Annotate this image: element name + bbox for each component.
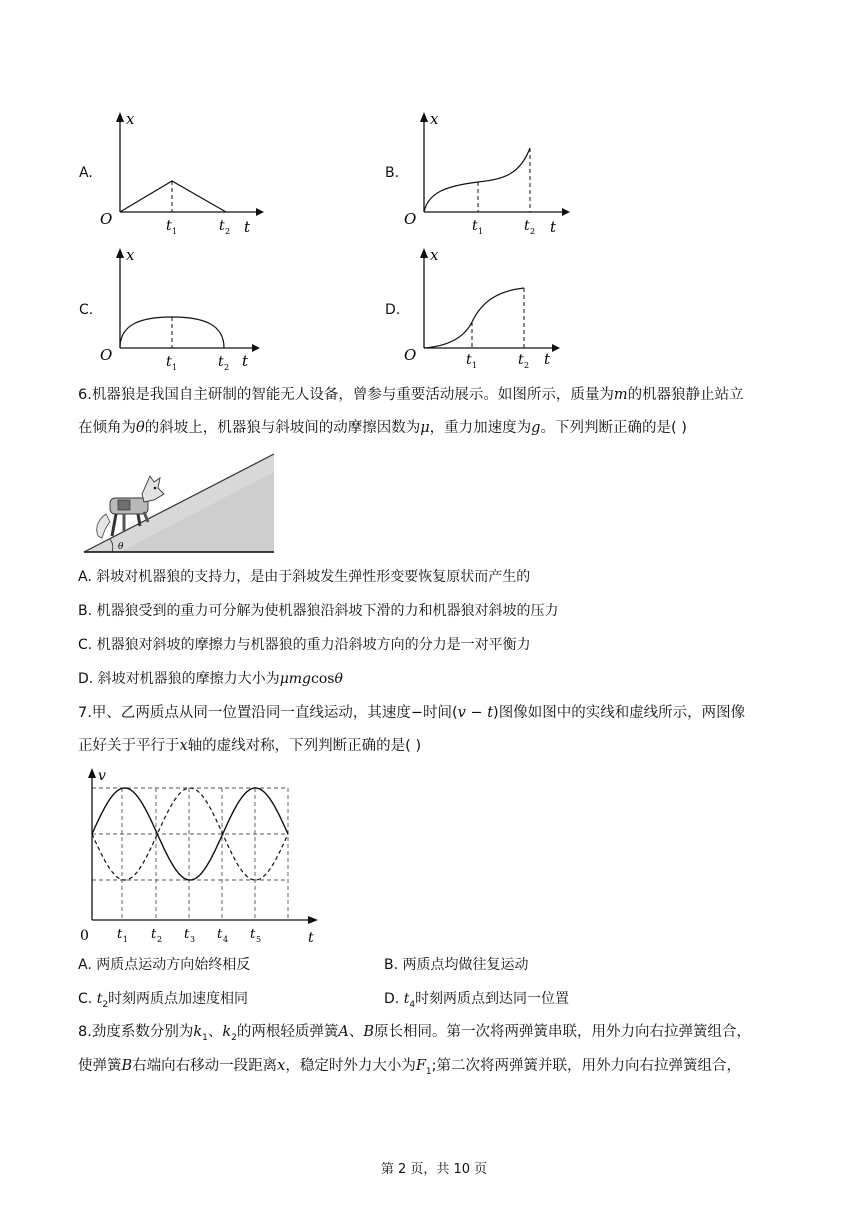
q7-option-b: B. 两质点均做往复运动: [384, 957, 529, 973]
axis-x-label: x: [126, 110, 135, 128]
tick-t1-sub: 1: [123, 935, 129, 944]
q8-stem-line-1: 8.劲度系数分别为$k_1$、$k_2$的两根轻质弹簧A、B原长相同。第一次将两弹簧串联，用外力向右拉弹簧组合，: [78, 1024, 752, 1043]
origin-label: O: [100, 210, 113, 228]
origin-label: O: [404, 346, 417, 364]
t1-label: t: [472, 218, 478, 234]
axis-t-label: t: [242, 352, 249, 370]
q6-option-c: C. 机器狼对斜坡的摩擦力与机器狼的重力沿斜坡方向的分力是一对平衡力: [78, 637, 531, 653]
t1-label: t: [166, 354, 172, 370]
graph-b: [400, 108, 580, 238]
tick-t2-sub: 2: [157, 935, 163, 944]
q7-stem-line-2: 正好关于平行于x轴的虚线对称，下列判断正确的是( ): [78, 738, 422, 754]
q7-option-a: A. 两质点运动方向始终相反: [78, 957, 251, 973]
q8-stem-line-2: 使弹簧B右端向右移动一段距离x，稳定时外力大小为$F_1$;第二次将两弹簧并联，用外力向右拉弹簧组合，: [78, 1058, 742, 1077]
q7-stem-line-1: 7.甲、乙两质点从同一位置沿同一直线运动，其速度−时间(v − t)图像如图中的实线和虚线所示，两图像: [78, 705, 746, 721]
graph-a: [96, 108, 276, 238]
q6-option-a: A. 斜坡对机器狼的支持力，是由于斜坡发生弹性形变要恢复原状而产生的: [78, 569, 531, 585]
t1-subscript: 1: [472, 361, 478, 370]
axis-x-label: x: [430, 110, 439, 128]
t1-subscript: 1: [172, 227, 178, 236]
page-footer: 第 2 页，共 10 页: [380, 1162, 488, 1177]
axis-t-label: t: [544, 350, 551, 368]
axis-x-label: x: [126, 246, 135, 264]
graph-b-label: B.: [385, 165, 400, 181]
tick-t4-sub: 4: [223, 935, 229, 944]
t2-subscript: 2: [530, 227, 536, 236]
tick-t1: t: [117, 927, 123, 942]
t1-subscript: 1: [172, 363, 178, 372]
graph-d: [400, 244, 580, 372]
axis-x-label: x: [430, 246, 439, 264]
q6-stem-line-2: 在倾角为θ的斜坡上，机器狼与斜坡间的动摩擦因数为μ，重力加速度为g。下列判断正确的是( ): [78, 420, 687, 436]
graph-d-label: D.: [385, 302, 401, 318]
tick-t3: t: [184, 927, 190, 942]
origin-label: O: [100, 346, 113, 364]
t2-label: t: [518, 352, 524, 368]
axis-t-label: t: [308, 930, 314, 946]
slope-figure: [80, 452, 276, 556]
q7-option-d: D. $t_4$时刻两质点到达同一位置: [384, 991, 570, 1010]
origin-zero-label: 0: [80, 928, 89, 944]
t2-subscript: 2: [225, 227, 231, 236]
t1-label: t: [166, 218, 172, 234]
tick-t5-sub: 5: [256, 935, 262, 944]
tick-t4: t: [217, 927, 223, 942]
q6-stem-line-1: 6.机器狼是我国自主研制的智能无人设备，曾参与重要活动展示。如图所示，质量为m的机器狼静止站立: [78, 387, 744, 403]
t2-subscript: 2: [224, 363, 230, 372]
t2-label: t: [524, 218, 530, 234]
vt-grid: [92, 788, 288, 920]
q7-option-c: C. $t_2$时刻两质点加速度相同: [78, 991, 249, 1010]
axis-t-label: t: [244, 218, 251, 236]
tick-t2: t: [151, 927, 157, 942]
graph-c-label: C.: [79, 302, 94, 318]
axis-t-label: t: [550, 218, 557, 236]
origin-label: O: [404, 210, 417, 228]
tick-t5: t: [250, 927, 256, 942]
t2-label: t: [218, 354, 224, 370]
vt-graph: [76, 766, 326, 952]
tick-t3-sub: 3: [190, 935, 196, 944]
t2-subscript: 2: [524, 361, 530, 370]
t1-subscript: 1: [478, 227, 484, 236]
axis-v-label: v: [98, 768, 106, 784]
t2-label: t: [219, 218, 225, 234]
graph-a-label: A.: [79, 165, 93, 181]
slope-angle-label: θ: [118, 542, 124, 552]
q6-option-d: D. 斜坡对机器狼的摩擦力大小为μmgcosθ: [78, 671, 343, 687]
t1-label: t: [466, 352, 472, 368]
q6-option-b: B. 机器狼受到的重力可分解为使机器狼沿斜坡下滑的力和机器狼对斜坡的压力: [78, 603, 559, 619]
graph-c: [96, 244, 276, 372]
